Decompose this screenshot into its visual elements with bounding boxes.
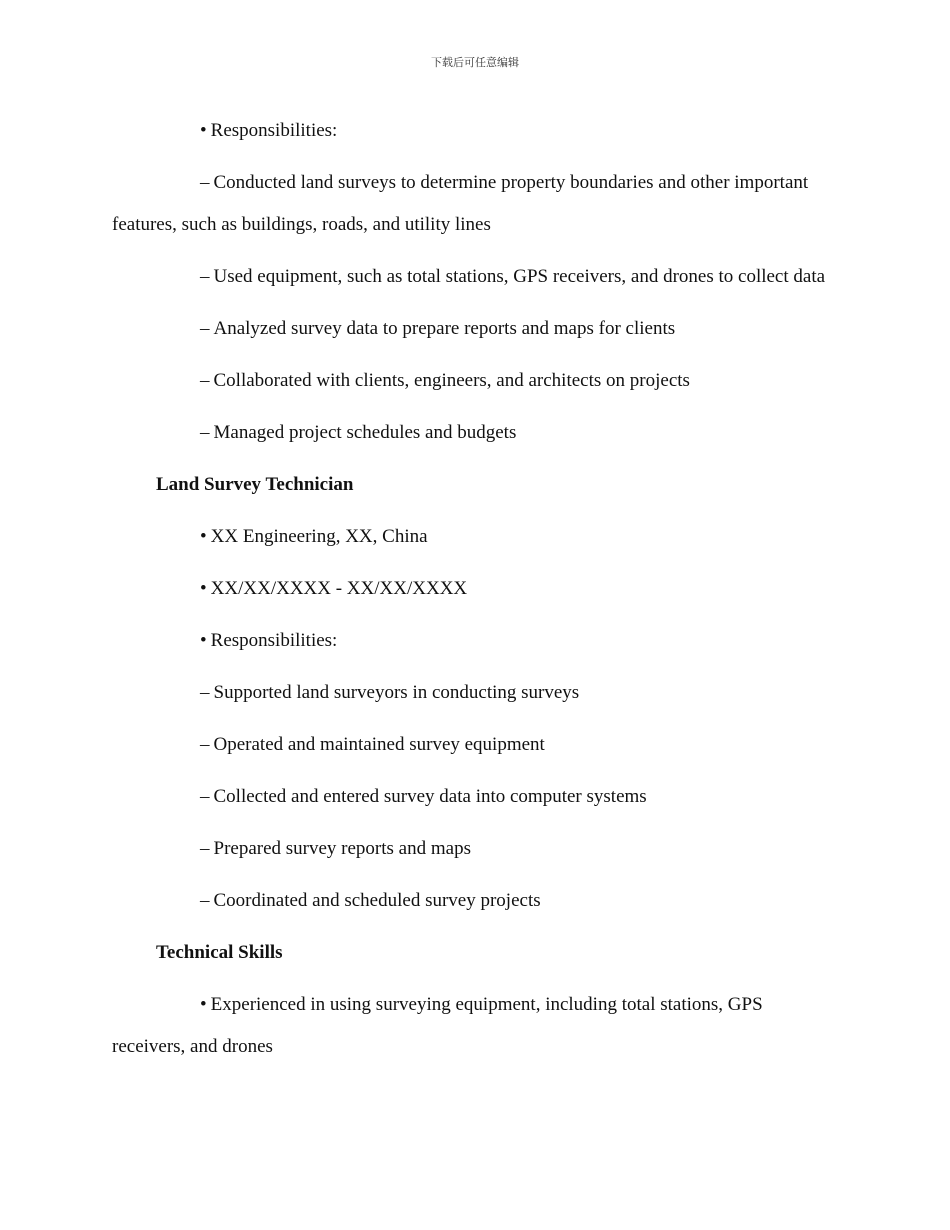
item-text: Responsibilities: [210,630,338,651]
section-heading-land-survey-technician: Land Survey Technician [156,474,354,495]
item-text: Conducted land surveys to determine property boundaries and other important features, such as buildings, roads, and utility lines [112,172,809,235]
dash-marker: – [200,734,210,755]
item-text: Managed project schedules and budgets [213,422,517,443]
item-text: Supported land surveyors in conducting surveys [213,682,580,703]
item-text: Collaborated with clients, engineers, and architects on projects [213,370,690,391]
bullet-marker: • [200,120,207,141]
dash-marker: – [200,838,210,859]
dash-marker: – [200,682,210,703]
employer-bullet [112,516,837,558]
document-body [112,110,837,1078]
dash-marker: – [200,370,210,391]
responsibility-item [112,880,837,922]
item-text: Operated and maintained survey equipment [213,734,545,755]
dash-marker: – [200,422,210,443]
section-heading-technical-skills: Technical Skills [156,942,283,963]
dash-marker: – [200,318,210,339]
item-text: Prepared survey reports and maps [213,838,471,859]
item-text: Experienced in using surveying equipment, including total stations, GPS receivers, and drones [112,994,763,1057]
skill-bullet [112,984,837,1068]
dash-marker: – [200,266,210,287]
dates-bullet [112,568,837,610]
dash-marker: – [200,890,210,911]
bullet-marker: • [200,994,207,1015]
responsibilities-bullet [112,110,837,152]
item-text: Used equipment, such as total stations, GPS receivers, and drones to collect data [213,266,826,287]
bullet-marker: • [200,630,207,651]
responsibility-item [112,828,837,870]
dash-marker: – [200,172,210,193]
item-text: Responsibilities: [210,120,338,141]
responsibility-item [112,724,837,766]
responsibilities-bullet [112,620,837,662]
item-text: XX/XX/XXXX - XX/XX/XXXX [210,578,468,599]
item-text: XX Engineering, XX, China [210,526,428,547]
dash-marker: – [200,786,210,807]
item-text: Analyzed survey data to prepare reports and maps for clients [213,318,676,339]
responsibility-item [112,308,837,350]
bullet-marker: • [200,526,207,547]
item-text: Collected and entered survey data into computer systems [213,786,647,807]
responsibility-item [112,672,837,714]
bullet-marker: • [200,578,207,599]
responsibility-item [112,360,837,402]
responsibility-item [112,776,837,818]
header-note: 下载后可任意编辑 [431,56,519,69]
responsibility-item [112,162,837,246]
responsibility-item [112,256,837,298]
item-text: Coordinated and scheduled survey projects [213,890,541,911]
responsibility-item [112,412,837,454]
